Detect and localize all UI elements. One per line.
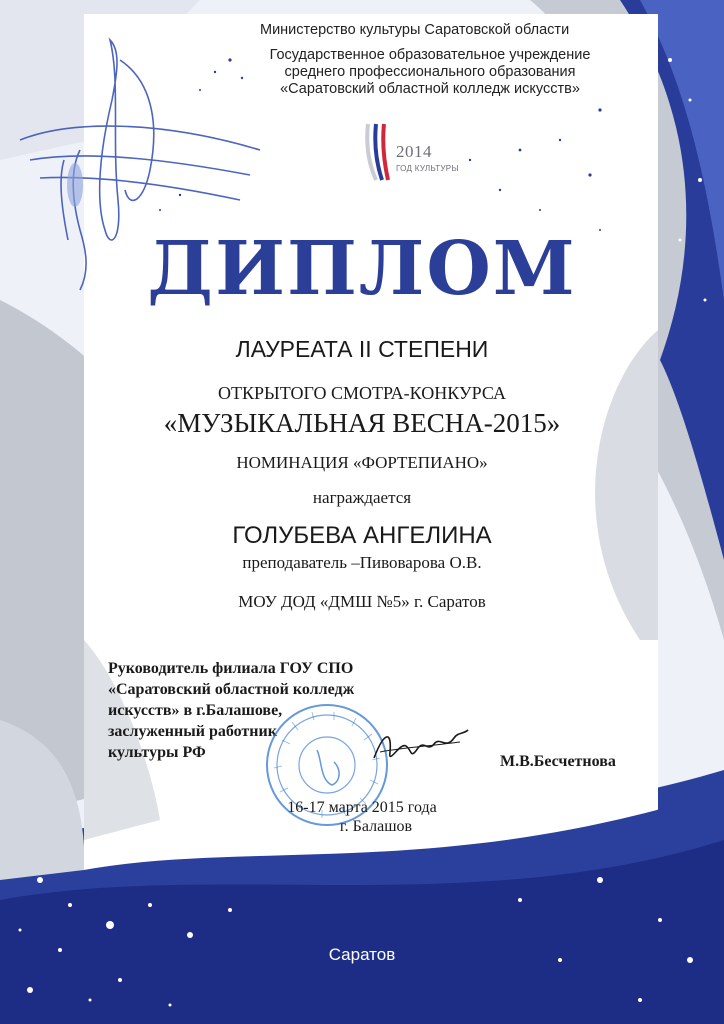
contest-name: «МУЗЫКАЛЬНАЯ ВЕСНА-2015» (163, 408, 561, 438)
signer-title-line: культуры РФ (108, 744, 206, 761)
nomination: НОМИНАЦИЯ «ФОРТЕПИАНО» (236, 453, 488, 472)
signer-title-line: заслуженный работник (108, 723, 277, 740)
laureate-degree: ЛАУРЕАТА II СТЕПЕНИ (235, 336, 489, 362)
institution-line-3: «Саратовский областной колледж искусств» (280, 81, 580, 97)
footer-city: Саратов (328, 945, 396, 964)
ministry-name: Министерство культуры Саратовской области (260, 22, 570, 38)
handwritten-signature (370, 722, 470, 772)
signer-title-line: Руководитель филиала ГОУ СПО (108, 660, 354, 677)
awarded-label: награждается (312, 488, 412, 507)
institution-line-1: Государственное образовательное учреждение (269, 47, 591, 63)
year-of-culture-logo (362, 122, 472, 184)
logo-year: 2014 (396, 142, 432, 161)
teacher-name: преподаватель –Пивоварова О.В. (242, 553, 482, 572)
awardee-name: ГОЛУБЕВА АНГЕЛИНА (232, 522, 492, 549)
event-date: 16-17 марта 2015 года (287, 799, 437, 816)
institution-line-2: среднего профессионального образования (284, 64, 576, 80)
diploma-title: ДИПЛОМ (147, 226, 577, 312)
contest-intro: ОТКРЫТОГО СМОТРА-КОНКУРСА (218, 383, 506, 403)
school-name: МОУ ДОД «ДМШ №5» г. Саратов (238, 592, 486, 611)
signer-title-line: искусств» в г.Балашове, (108, 702, 283, 719)
logo-caption: ГОД КУЛЬТУРЫ (396, 164, 459, 173)
event-place: г. Балашов (339, 818, 413, 835)
header-block (250, 22, 610, 98)
signer-title-line: «Саратовский областной колледж (108, 681, 355, 698)
signer-name: М.В.Бесчетнова (500, 753, 616, 770)
